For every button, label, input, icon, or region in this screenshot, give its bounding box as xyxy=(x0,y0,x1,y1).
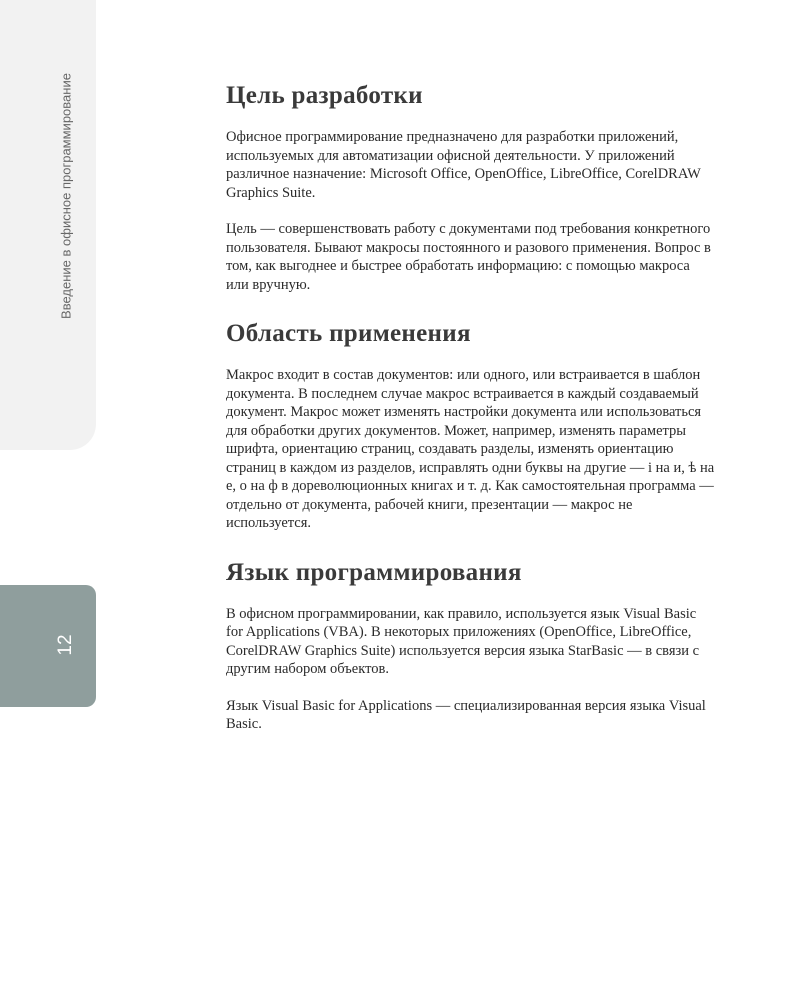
page-number-tab xyxy=(0,585,96,707)
chapter-title: Введение в офисное программирование xyxy=(58,73,74,319)
paragraph: Макрос входит в состав документов: или одного, или встраивается в шаблон документа. В последнем случае макрос встраивается в каждый создаваемый документ. Макрос может изменять настройки документа или использоваться для обработки других документов. Может, например, изменять параметры шрифта, ориентацию страниц, создавать разделы, изменять ориентацию страниц в каждом из разделов, исправлять одни буквы на другие — і на и, ѣ на е, о на ф в дореволюционных книгах и т. д. Как самостоятельная программа — отдельно от документа, рабочей книги, презентации — макрос не используется. xyxy=(226,367,715,531)
page-number: 12 xyxy=(55,634,76,656)
page-content xyxy=(226,82,716,760)
section-heading: Язык программирования xyxy=(226,558,522,586)
paragraph: Язык Visual Basic for Applications — специализированная версия языка Visual Basic. xyxy=(226,697,706,732)
section-programming-language xyxy=(226,559,716,734)
section-application-area xyxy=(226,320,716,533)
section-heading: Область применения xyxy=(226,320,471,347)
paragraph: Цель — совершенствовать работу с документами под требования конкретного пользователя. Бывают макросы постоянного и разового применения. Вопрос в том, как выгоднее и быстрее обработать информацию: с помощью макроса или вручную. xyxy=(226,221,711,293)
section-heading: Цель разработки xyxy=(226,82,423,109)
paragraph: Офисное программирование предназначено для разработки приложений, используемых для автоматизации офисной деятельности. У приложений различное назначение: Microsoft Office, OpenOffice, LibreOffice, CorelDRAW Graphics Suite. xyxy=(226,129,701,201)
section-development-goal xyxy=(226,82,716,294)
paragraph: В офисном программировании, как правило, используется язык Visual Basic for Applications (VBA). В некоторых приложениях (OpenOffice, LibreOffice, CorelDRAW Graphics Suite) используется версия языка StarBasic — в связи с другим набором объектов. xyxy=(226,605,700,677)
chapter-tab xyxy=(0,0,96,450)
